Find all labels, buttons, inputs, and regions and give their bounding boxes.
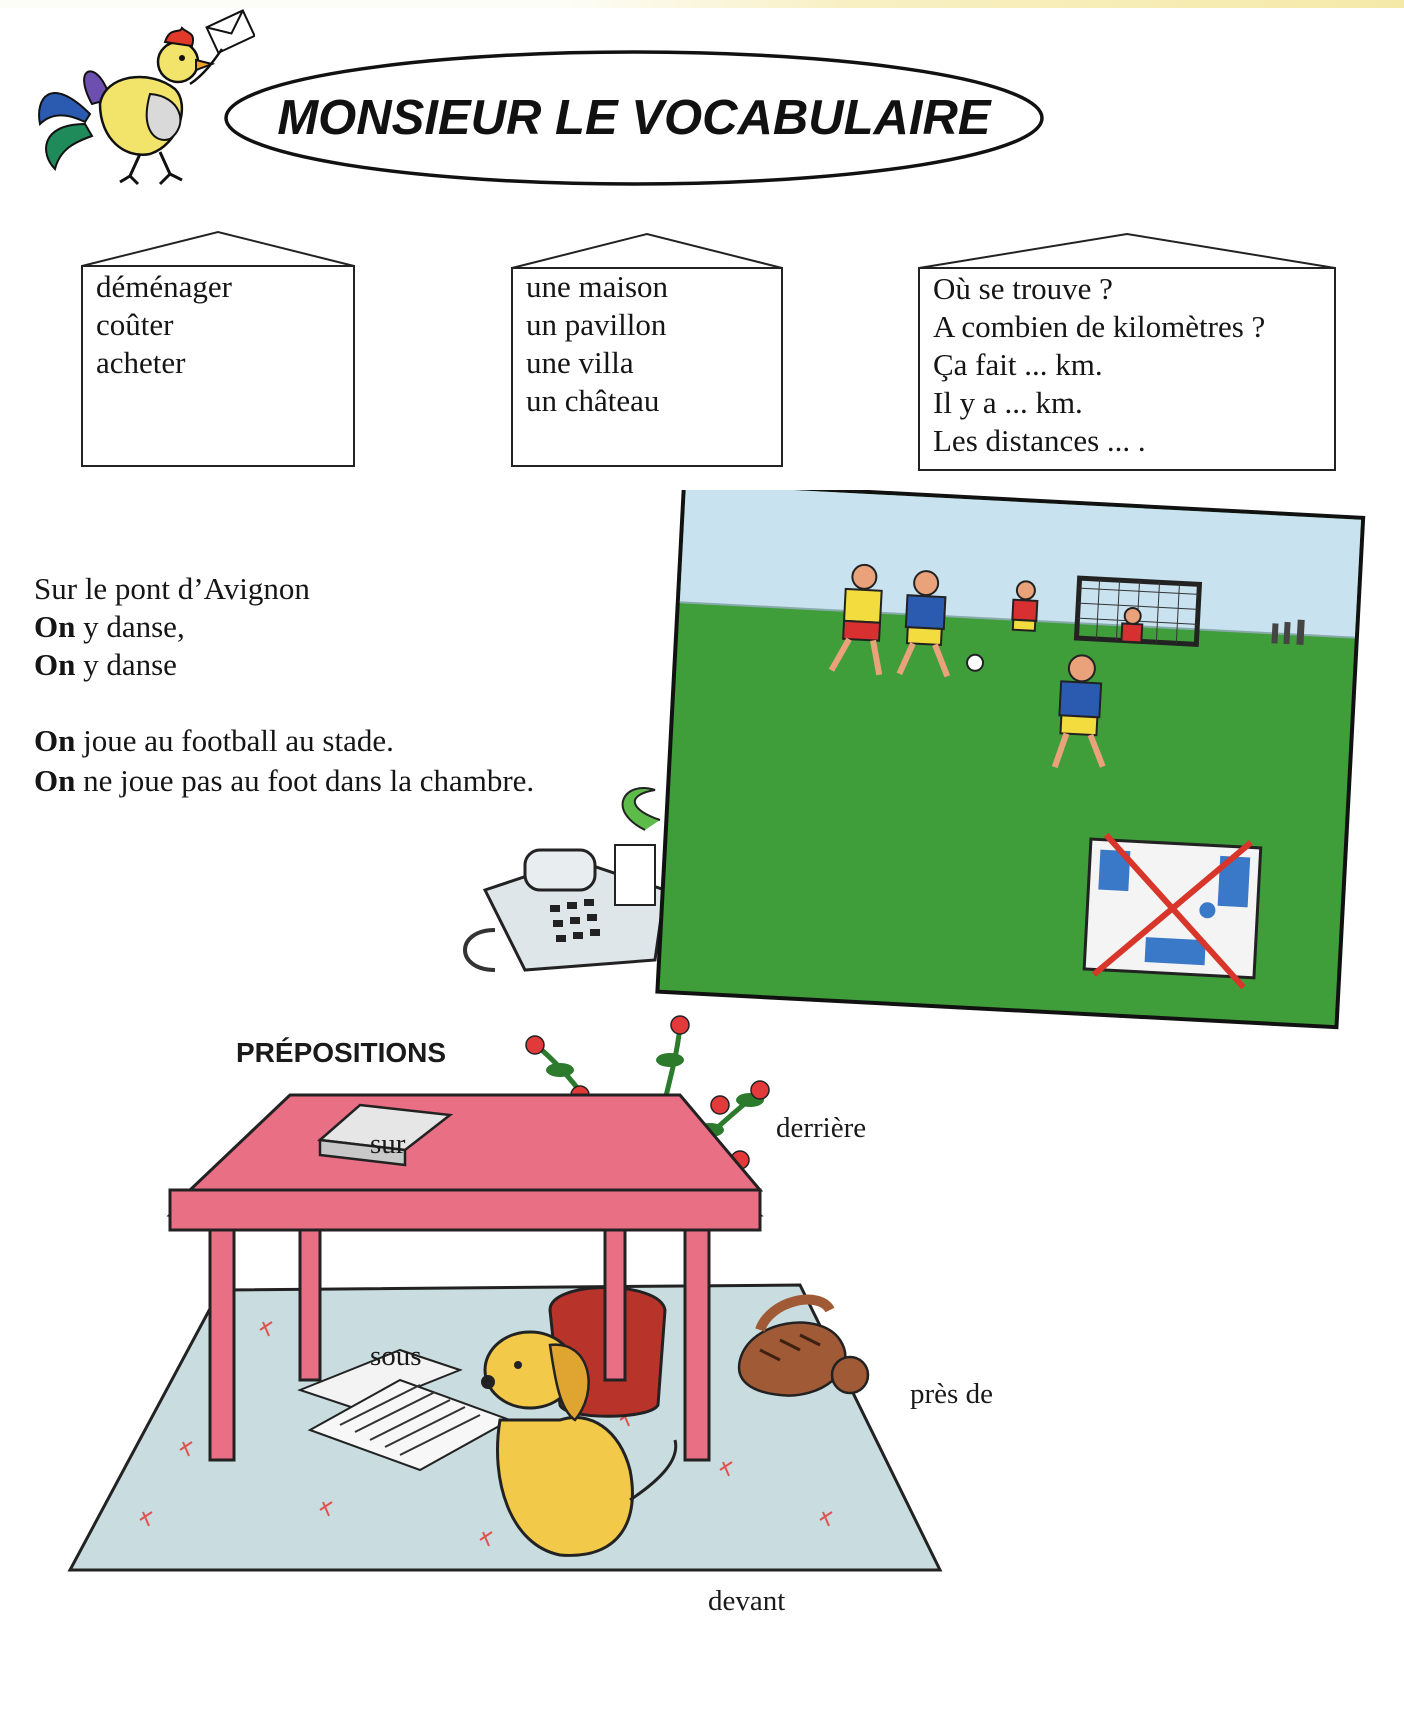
bold-subject: On — [34, 609, 76, 644]
vocab-box-distances — [917, 232, 1337, 472]
vocab-box-verbs — [80, 230, 356, 468]
song-line-3-rest: y danse — [75, 647, 177, 682]
example-line-1-rest: joue au football au stade. — [75, 723, 394, 758]
list-item: un pavillon — [526, 307, 667, 342]
page-title: MONSIEUR LE VOCABULAIRE — [277, 91, 991, 145]
song-line-3 — [34, 646, 177, 684]
bold-subject: On — [34, 723, 76, 758]
song-line-2-rest: y danse, — [75, 609, 185, 644]
list-item: coûter — [96, 307, 174, 342]
football-ball — [967, 654, 984, 671]
preposition-devant: devant — [708, 1585, 786, 1617]
prepositions-title: PRÉPOSITIONS — [236, 1037, 447, 1068]
list-item: Où se trouve ? — [933, 271, 1113, 306]
list-item: un château — [526, 383, 660, 418]
prepositions-scene — [60, 1000, 1020, 1600]
example-line-1 — [34, 722, 394, 760]
song-line-2 — [34, 608, 185, 646]
example-line-2-rest: ne joue pas au foot dans la chambre. — [75, 763, 535, 798]
list-item: Ça fait ... km. — [933, 347, 1103, 382]
list-item: Il y a ... km. — [933, 385, 1083, 420]
preposition-sur: sur — [370, 1128, 406, 1160]
preposition-pres-de: près de — [910, 1378, 993, 1410]
list-item: une villa — [526, 345, 634, 380]
fax-machine-icon — [465, 788, 665, 970]
preposition-derriere: derrière — [776, 1112, 867, 1144]
list-item: acheter — [96, 345, 186, 380]
bold-subject: On — [34, 763, 76, 798]
preposition-sous: sous — [370, 1340, 422, 1372]
bold-subject: On — [34, 647, 76, 682]
list-item: A combien de kilomètres ? — [933, 309, 1266, 344]
list-item: une maison — [526, 269, 669, 304]
list-item: déménager — [96, 269, 232, 304]
song-line-1: Sur le pont d’Avignon — [34, 571, 310, 606]
football-illustration — [455, 490, 1391, 1050]
football-player — [1121, 607, 1143, 642]
vocab-box-houses — [510, 232, 784, 468]
list-item: Les distances ... . — [933, 423, 1146, 458]
crossed-out-room — [1084, 834, 1261, 988]
